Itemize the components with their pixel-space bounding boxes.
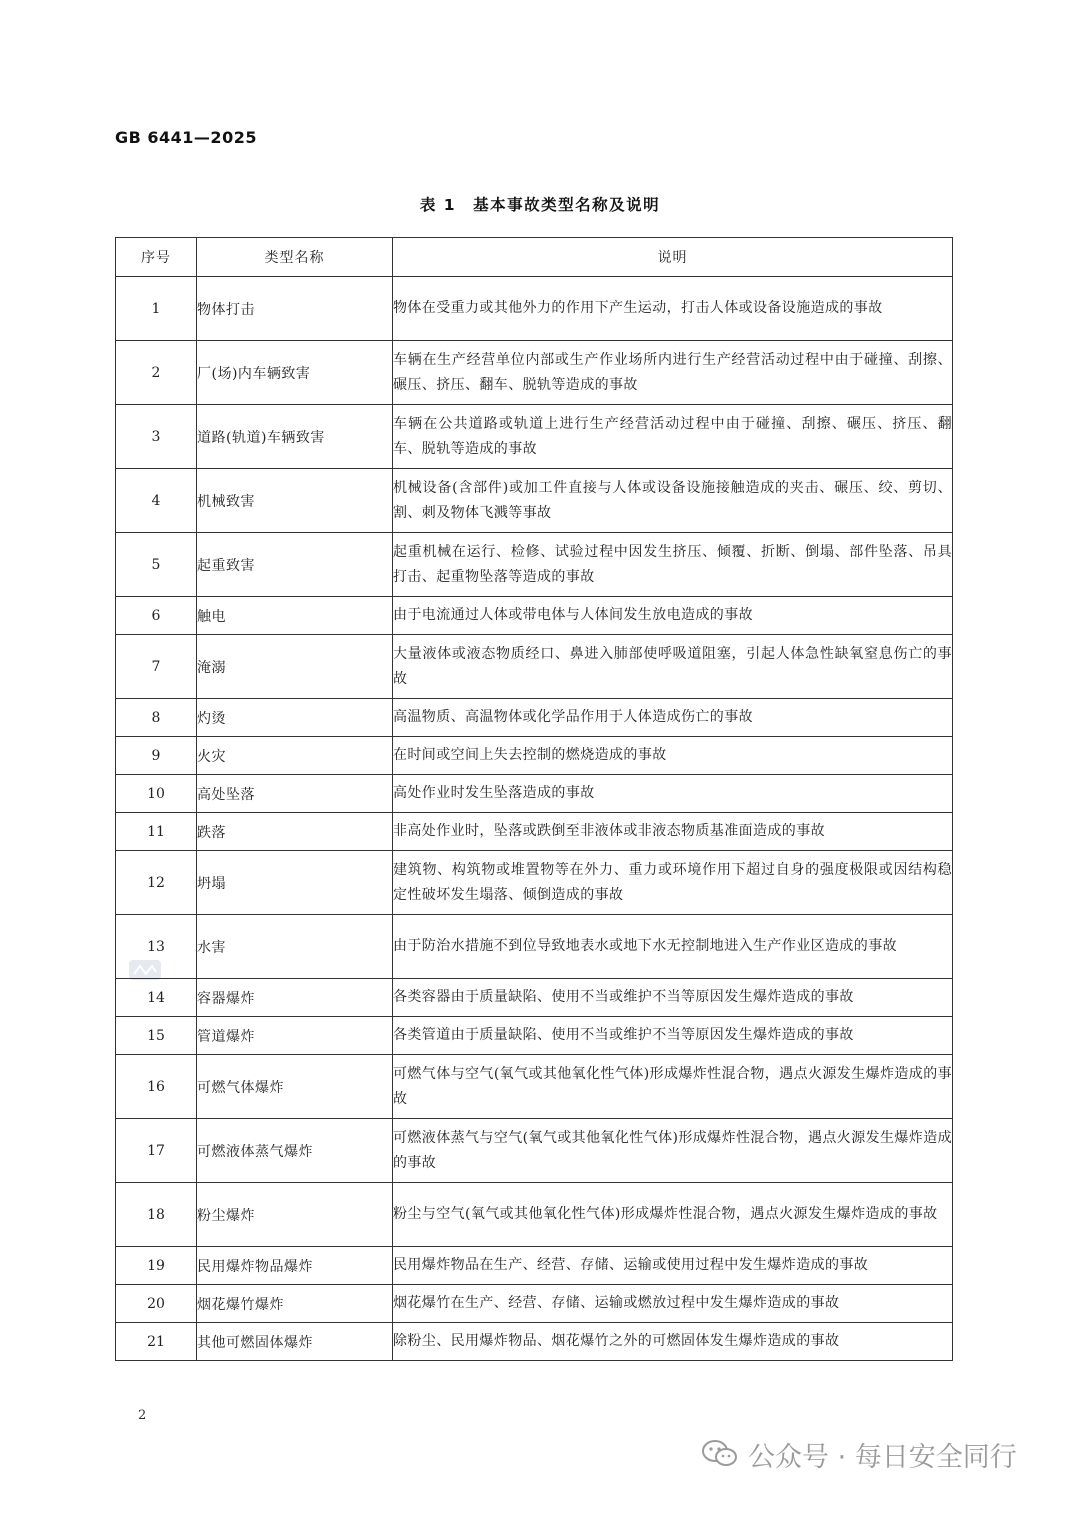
row-number: 19 [116, 1247, 197, 1285]
row-description: 机械设备(含部件)或加工件直接与人体或设备设施接触造成的夹击、碾压、绞、剪切、割、刺及物体飞溅等事故 [393, 469, 953, 533]
row-number: 6 [116, 597, 197, 635]
table-row [116, 979, 953, 1017]
table-row [116, 405, 953, 469]
accident-type-table [115, 237, 953, 1361]
row-type-name: 跌落 [197, 813, 393, 851]
row-description: 高温物质、高温物体或化学品作用于人体造成伤亡的事故 [393, 699, 953, 737]
row-description: 各类管道由于质量缺陷、使用不当或维护不当等原因发生爆炸造成的事故 [393, 1017, 953, 1055]
row-type-name: 民用爆炸物品爆炸 [197, 1247, 393, 1285]
table-row [116, 1119, 953, 1183]
table-row [116, 699, 953, 737]
row-description: 各类容器由于质量缺陷、使用不当或维护不当等原因发生爆炸造成的事故 [393, 979, 953, 1017]
row-description: 民用爆炸物品在生产、经营、存储、运输或使用过程中发生爆炸造成的事故 [393, 1247, 953, 1285]
row-type-name: 管道爆炸 [197, 1017, 393, 1055]
row-number: 8 [116, 699, 197, 737]
row-description: 由于电流通过人体或带电体与人体间发生放电造成的事故 [393, 597, 953, 635]
watermark [700, 1434, 1017, 1474]
row-description: 烟花爆竹在生产、经营、存储、运输或燃放过程中发生爆炸造成的事故 [393, 1285, 953, 1323]
row-type-name: 高处坠落 [197, 775, 393, 813]
row-number: 4 [116, 469, 197, 533]
table-row [116, 737, 953, 775]
row-type-name: 水害 [197, 915, 393, 979]
watermark-text: 公众号 · 每日安全同行 [748, 1441, 1017, 1473]
standard-code: GB 6441—2025 [115, 128, 257, 147]
row-type-name: 烟花爆竹爆炸 [197, 1285, 393, 1323]
table-row [116, 813, 953, 851]
header-desc: 说明 [393, 238, 953, 277]
table-row [116, 1323, 953, 1361]
row-number: 12 [116, 851, 197, 915]
row-type-name: 火灾 [197, 737, 393, 775]
row-number: 11 [116, 813, 197, 851]
table-header-row [116, 238, 953, 277]
row-number: 16 [116, 1055, 197, 1119]
row-type-name: 容器爆炸 [197, 979, 393, 1017]
row-number: 20 [116, 1285, 197, 1323]
row-description: 可燃液体蒸气与空气(氧气或其他氧化性气体)形成爆炸性混合物，遇点火源发生爆炸造成的事故 [393, 1119, 953, 1183]
row-number: 2 [116, 341, 197, 405]
row-type-name: 坍塌 [197, 851, 393, 915]
table-row [116, 341, 953, 405]
row-description: 车辆在生产经营单位内部或生产作业场所内进行生产经营活动过程中由于碰撞、刮擦、碾压、挤压、翻车、脱轨等造成的事故 [393, 341, 953, 405]
row-description: 建筑物、构筑物或堆置物等在外力、重力或环境作用下超过自身的强度极限或因结构稳定性破坏发生塌落、倾倒造成的事故 [393, 851, 953, 915]
table-row [116, 597, 953, 635]
row-number: 17 [116, 1119, 197, 1183]
table-row [116, 775, 953, 813]
row-number: 3 [116, 405, 197, 469]
row-type-name: 起重致害 [197, 533, 393, 597]
table-row [116, 635, 953, 699]
row-description: 粉尘与空气(氧气或其他氧化性气体)形成爆炸性混合物，遇点火源发生爆炸造成的事故 [393, 1183, 953, 1247]
row-type-name: 机械致害 [197, 469, 393, 533]
row-number: 10 [116, 775, 197, 813]
wechat-icon [700, 1438, 740, 1470]
row-type-name: 灼烫 [197, 699, 393, 737]
row-number: 7 [116, 635, 197, 699]
table-row [116, 469, 953, 533]
table-row [116, 277, 953, 341]
row-description: 除粉尘、民用爆炸物品、烟花爆竹之外的可燃固体发生爆炸造成的事故 [393, 1323, 953, 1361]
row-type-name: 其他可燃固体爆炸 [197, 1323, 393, 1361]
row-number: 15 [116, 1017, 197, 1055]
row-description: 在时间或空间上失去控制的燃烧造成的事故 [393, 737, 953, 775]
row-description: 车辆在公共道路或轨道上进行生产经营活动过程中由于碰撞、刮擦、碾压、挤压、翻车、脱轨等造成的事故 [393, 405, 953, 469]
table-row [116, 1247, 953, 1285]
row-type-name: 可燃气体爆炸 [197, 1055, 393, 1119]
table-body [116, 277, 953, 1361]
table-row [116, 915, 953, 979]
row-description: 由于防治水措施不到位导致地表水或地下水无控制地进入生产作业区造成的事故 [393, 915, 953, 979]
table-title: 表 1 基本事故类型名称及说明 [419, 196, 661, 214]
table-row [116, 1055, 953, 1119]
row-description: 起重机械在运行、检修、试验过程中因发生挤压、倾覆、折断、倒塌、部件坠落、吊具打击、起重物坠落等造成的事故 [393, 533, 953, 597]
row-number: 9 [116, 737, 197, 775]
row-number: 13 [116, 915, 197, 979]
table-row [116, 1017, 953, 1055]
row-description: 大量液体或液态物质经口、鼻进入肺部使呼吸道阻塞，引起人体急性缺氧窒息伤亡的事故 [393, 635, 953, 699]
row-number: 1 [116, 277, 197, 341]
page-number: 2 [138, 1408, 147, 1423]
row-description: 高处作业时发生坠落造成的事故 [393, 775, 953, 813]
row-type-name: 淹溺 [197, 635, 393, 699]
row-type-name: 触电 [197, 597, 393, 635]
row-type-name: 物体打击 [197, 277, 393, 341]
row-number: 5 [116, 533, 197, 597]
header-name: 类型名称 [197, 238, 393, 277]
row-description: 物体在受重力或其他外力的作用下产生运动，打击人体或设备设施造成的事故 [393, 277, 953, 341]
row-type-name: 可燃液体蒸气爆炸 [197, 1119, 393, 1183]
row-number: 21 [116, 1323, 197, 1361]
row-number: 14 [116, 979, 197, 1017]
row-description: 可燃气体与空气(氧气或其他氧化性气体)形成爆炸性混合物，遇点火源发生爆炸造成的事故 [393, 1055, 953, 1119]
header-no: 序号 [116, 238, 197, 277]
row-type-name: 道路(轨道)车辆致害 [197, 405, 393, 469]
row-number: 18 [116, 1183, 197, 1247]
row-type-name: 粉尘爆炸 [197, 1183, 393, 1247]
table-row [116, 533, 953, 597]
row-type-name: 厂(场)内车辆致害 [197, 341, 393, 405]
table-row [116, 1183, 953, 1247]
table-row [116, 1285, 953, 1323]
table-row [116, 851, 953, 915]
row-description: 非高处作业时，坠落或跌倒至非液体或非液态物质基准面造成的事故 [393, 813, 953, 851]
